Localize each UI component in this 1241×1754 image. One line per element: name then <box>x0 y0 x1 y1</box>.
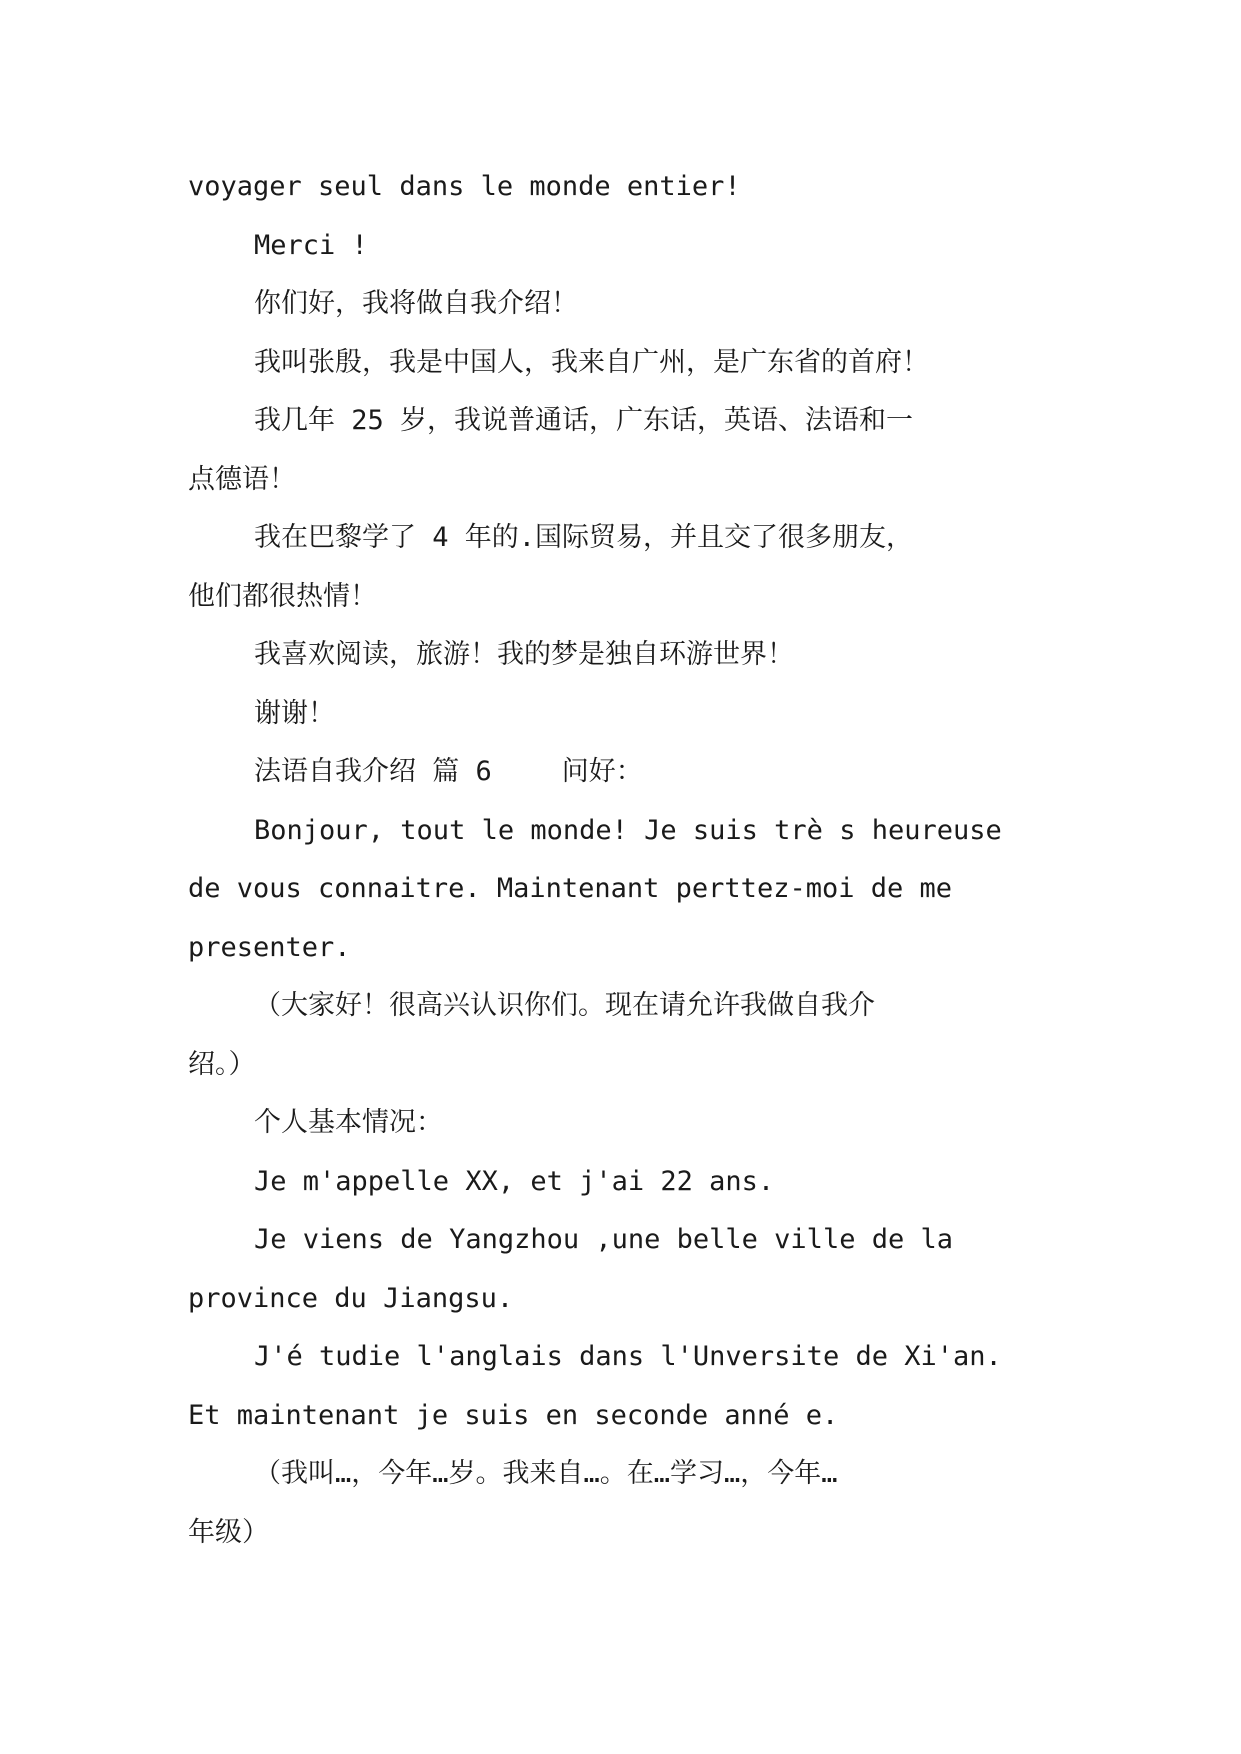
text-line: Je viens de Yangzhou ,une belle ville de la <box>254 1224 953 1255</box>
text-line: presenter. <box>188 931 351 963</box>
text-line: （大家好！很高兴认识你们。现在请允许我做自我介 <box>254 990 875 1021</box>
text-line: J'é tudie l'anglais dans l'Unversite de Xi'an. <box>254 1341 1002 1372</box>
text-line: 我喜欢阅读，旅游！我的梦是独自环游世界！ <box>254 639 794 670</box>
text-line: （我叫…，今年…岁。我来自…。在…学习…，今年… <box>254 1458 838 1489</box>
text-line: Je m'appelle XX, et j'ai 22 ans. <box>254 1165 775 1197</box>
text-line: 个人基本情况： <box>254 1107 443 1138</box>
text-line: 他们都很热情！ <box>188 580 377 612</box>
text-line: 我几年 25 岁，我说普通话，广东话，英语、法语和一 <box>254 405 914 436</box>
text-line: 绍。） <box>188 1048 256 1080</box>
text-line: 我叫张殷，我是中国人，我来自广州，是广东省的首府！ <box>254 346 929 378</box>
document-page <box>188 158 1058 1562</box>
text-line: voyager seul dans le monde entier! <box>188 171 741 202</box>
text-line: de vous connaitre. Maintenant perttez-moi de me <box>188 873 953 904</box>
text-line: Merci ! <box>254 229 368 261</box>
text-line: 你们好，我将做自我介绍！ <box>254 288 578 319</box>
text-line: Bonjour, tout le monde! Je suis trè s heureuse <box>254 814 1002 846</box>
text-line: 我在巴黎学了 4 年的.国际贸易，并且交了很多朋友， <box>254 522 914 553</box>
greeting-label: 问好： <box>561 756 643 787</box>
section-heading: 法语自我介绍 篇 6 <box>254 756 492 787</box>
text-line: Et maintenant je suis en seconde anné e. <box>188 1399 839 1431</box>
text-line: province du Jiangsu. <box>188 1282 514 1314</box>
text-line: 点德语！ <box>188 463 296 495</box>
text-line: 谢谢！ <box>254 697 335 729</box>
text-line: 年级） <box>188 1516 269 1548</box>
section-heading-line <box>188 743 1058 802</box>
